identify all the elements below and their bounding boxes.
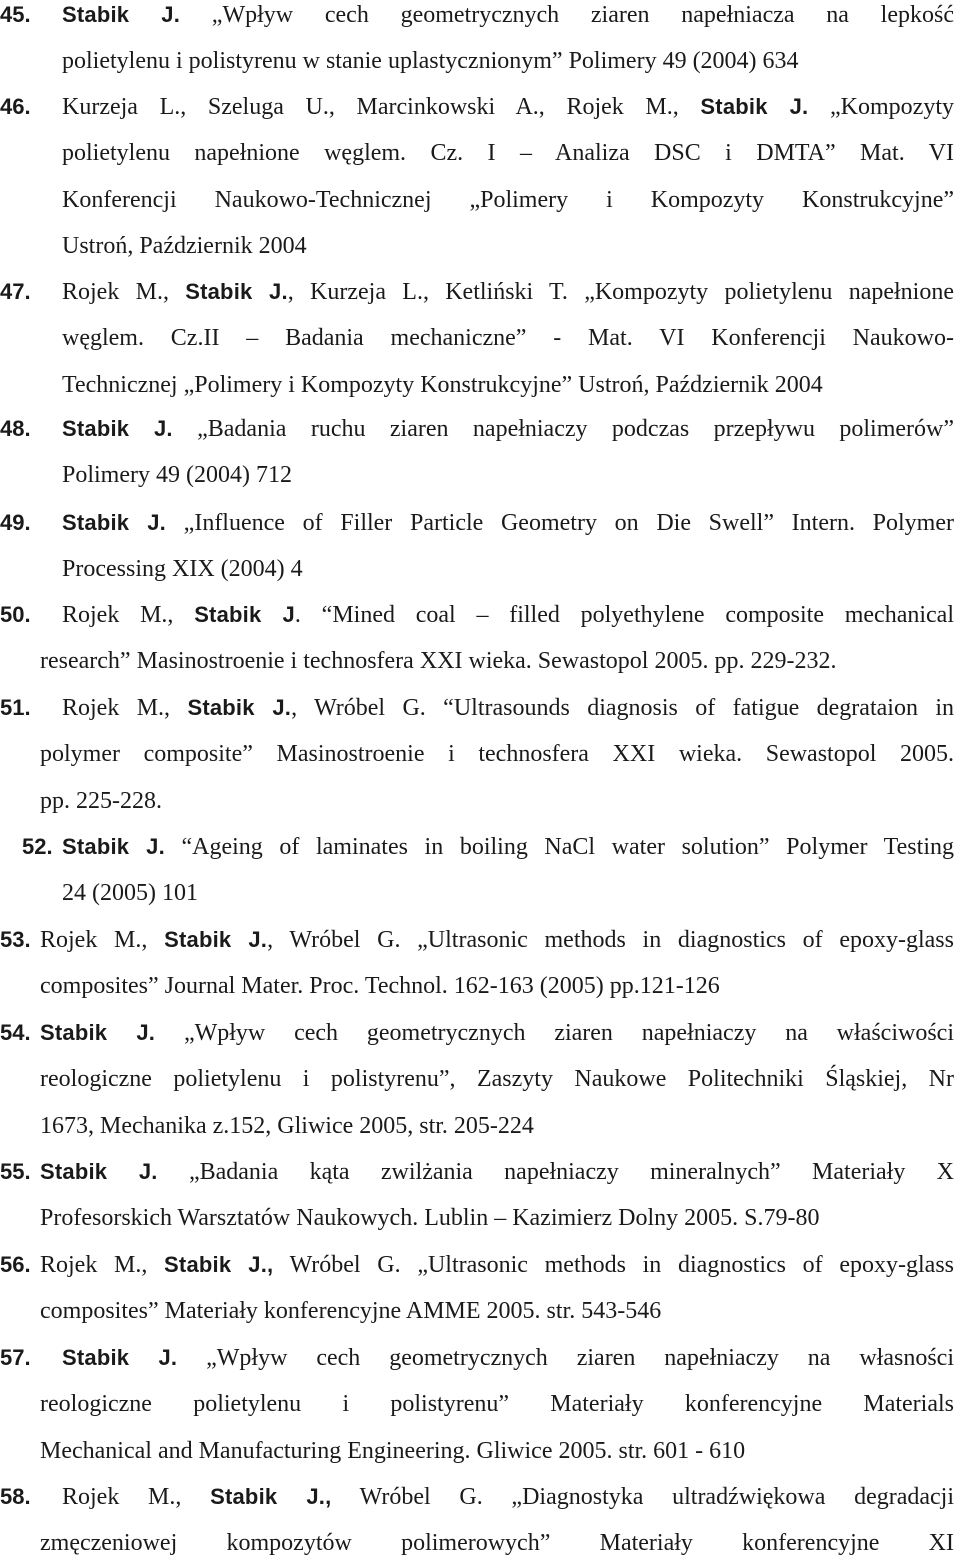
reference-line [62, 832, 954, 862]
reference-line [40, 1250, 954, 1280]
author-highlight: Stabik J. [40, 1159, 158, 1184]
reference-number: 51. [0, 695, 31, 720]
reference-line [62, 878, 954, 908]
reference-line [40, 786, 954, 816]
reference-line [62, 508, 954, 538]
author-highlight: Stabik J. [40, 1020, 156, 1045]
reference-number: 58. [0, 1484, 31, 1509]
reference-text: zmęczeniowej kompozytów polimerowych” Materiały konferencyjne XI [40, 1530, 954, 1556]
author-highlight: Stabik J. [187, 695, 292, 720]
reference-text: Mechanical and Manufacturing Engineering. Gliwice 2005. str. 601 - 610 [40, 1438, 746, 1464]
reference-text: „Wpływ cech geometrycznych ziaren napełniacza na lepkość [180, 2, 954, 28]
reference-text: „Wpływ cech geometrycznych ziaren napełniaczy na własności [177, 1345, 954, 1371]
reference-text: 24 (2005) 101 [62, 880, 198, 906]
reference-text: polietylenu i polistyrenu w stanie uplastycznionym” Polimery 49 (2004) 634 [62, 48, 799, 74]
reference-line [40, 1111, 954, 1141]
reference-line [62, 600, 954, 630]
reference-number: 50. [0, 602, 31, 627]
author-highlight: Stabik J. [164, 927, 268, 952]
reference-line [62, 693, 954, 723]
reference-text: Polimery 49 (2004) 712 [62, 462, 292, 488]
reference-text: . “Mined coal – filled polyethylene composite mechanical [294, 602, 955, 628]
reference-number: 54. [0, 1020, 31, 1045]
reference-line [62, 1343, 954, 1373]
reference-line [40, 1296, 954, 1326]
author-highlight: Stabik J., [164, 1252, 274, 1277]
reference-text: Rojek M., [40, 1252, 165, 1278]
reference-line [62, 277, 954, 307]
reference-text: Profesorskich Warsztatów Naukowych. Lublin – Kazimierz Dolny 2005. S.79-80 [40, 1205, 820, 1231]
reference-text: 1673, Mechanika z.152, Gliwice 2005, str. 205-224 [40, 1113, 534, 1139]
author-highlight: Stabik J. [185, 279, 288, 304]
reference-number: 56. [0, 1252, 31, 1277]
reference-line [62, 460, 954, 490]
reference-text: composites” Journal Mater. Proc. Technol. 162-163 (2005) pp.121-126 [40, 973, 720, 999]
reference-text: , Kurzeja L., Ketliński T. „Kompozyty polietylenu napełnione [287, 279, 954, 305]
reference-text: Technicznej „Polimery i Kompozyty Konstrukcyjne” Ustroń, Październik 2004 [62, 372, 823, 398]
reference-number: 48. [0, 416, 31, 441]
reference-number: 57. [0, 1345, 31, 1370]
reference-text: Wróbel G. „Ultrasonic methods in diagnostics of epoxy-glass [273, 1252, 955, 1278]
reference-line [40, 971, 954, 1001]
reference-line [40, 925, 954, 955]
reference-line [40, 1436, 954, 1466]
reference-line [62, 0, 954, 30]
reference-line [40, 1018, 954, 1048]
reference-text: Processing XIX (2004) 4 [62, 556, 303, 582]
author-highlight: Stabik J. [62, 510, 166, 535]
author-highlight: Stabik J. [62, 1345, 178, 1370]
reference-text: „Kompozyty [808, 94, 954, 120]
author-highlight: Stabik J., [210, 1484, 332, 1509]
reference-line [62, 138, 954, 168]
reference-text: “Ageing of laminates in boiling NaCl water solution” Polymer Testing [164, 834, 954, 860]
reference-number: 45. [0, 2, 31, 27]
reference-line [62, 370, 954, 400]
reference-text: Ustroń, Październik 2004 [62, 233, 307, 259]
author-highlight: Stabik J. [62, 416, 173, 441]
reference-number: 55. [0, 1159, 31, 1184]
reference-text: pp. 225-228. [40, 788, 162, 814]
reference-line [40, 1389, 954, 1419]
reference-line [62, 231, 954, 261]
reference-line [62, 554, 954, 584]
reference-line [40, 646, 954, 676]
reference-line [62, 46, 954, 76]
reference-text: , Wróbel G. “Ultrasounds diagnosis of fatigue degrataion in [291, 695, 954, 721]
reference-number: 53. [0, 927, 31, 952]
reference-text: Konferencji Naukowo-Technicznej „Polimery i Kompozyty Konstrukcyjne” [62, 187, 954, 213]
reference-number: 49. [0, 510, 31, 535]
reference-text: „Badania ruchu ziaren napełniaczy podczas przepływu polimerów” [172, 416, 954, 442]
reference-text: , Wróbel G. „Ultrasonic methods in diagnostics of epoxy-glass [267, 927, 954, 953]
reference-text: Rojek M., [62, 602, 195, 628]
reference-text: „Influence of Filler Particle Geometry on Die Swell” Intern. Polymer [165, 510, 954, 536]
reference-number: 52. [22, 834, 53, 859]
author-highlight: Stabik J. [62, 834, 165, 859]
reference-text: reologiczne polietylenu i polistyrenu” Materiały konferencyjne Materials [40, 1391, 954, 1417]
author-highlight: Stabik J. [700, 94, 809, 119]
reference-text: węglem. Cz.II – Badania mechaniczne” - Mat. VI Konferencji Naukowo- [62, 325, 954, 351]
reference-text: composites” Materiały konferencyjne AMME 2005. str. 543-546 [40, 1298, 662, 1324]
reference-text: „Badania kąta zwilżania napełniaczy mineralnych” Materiały X [157, 1159, 954, 1185]
author-highlight: Stabik J. [62, 2, 181, 27]
reference-text: research” Masinostroenie i technosfera XXI wieka. Sewastopol 2005. pp. 229-232. [40, 648, 837, 674]
reference-line [62, 414, 954, 444]
reference-text: polymer composite” Masinostroenie i technosfera XXI wieka. Sewastopol 2005. [40, 741, 954, 767]
reference-line [40, 1203, 954, 1233]
reference-text: Rojek M., [40, 927, 165, 953]
reference-line [62, 323, 954, 353]
reference-line [62, 1482, 954, 1512]
reference-line [40, 739, 954, 769]
reference-text: „Wpływ cech geometrycznych ziaren napełniaczy na właściwości [155, 1020, 954, 1046]
reference-text: reologiczne polietylenu i polistyrenu”, Zaszyty Naukowe Politechniki Śląskiej, Nr [40, 1066, 954, 1092]
reference-text: Kurzeja L., Szeluga U., Marcinkowski A., Rojek M., [62, 94, 701, 120]
reference-number: 47. [0, 279, 31, 304]
reference-line [62, 92, 954, 122]
reference-number: 46. [0, 94, 31, 119]
reference-text: Wróbel G. „Diagnostyka ultradźwiękowa degradacji [331, 1484, 955, 1510]
reference-text: Rojek M., [62, 695, 188, 721]
reference-line [40, 1528, 954, 1558]
author-highlight: Stabik J [194, 602, 295, 627]
reference-line [40, 1157, 954, 1187]
reference-line [62, 185, 954, 215]
reference-text: polietylenu napełnione węglem. Cz. I – Analiza DSC i DMTA” Mat. VI [62, 140, 954, 166]
reference-text: Rojek M., [62, 1484, 211, 1510]
reference-line [40, 1064, 954, 1094]
reference-text: Rojek M., [62, 279, 186, 305]
